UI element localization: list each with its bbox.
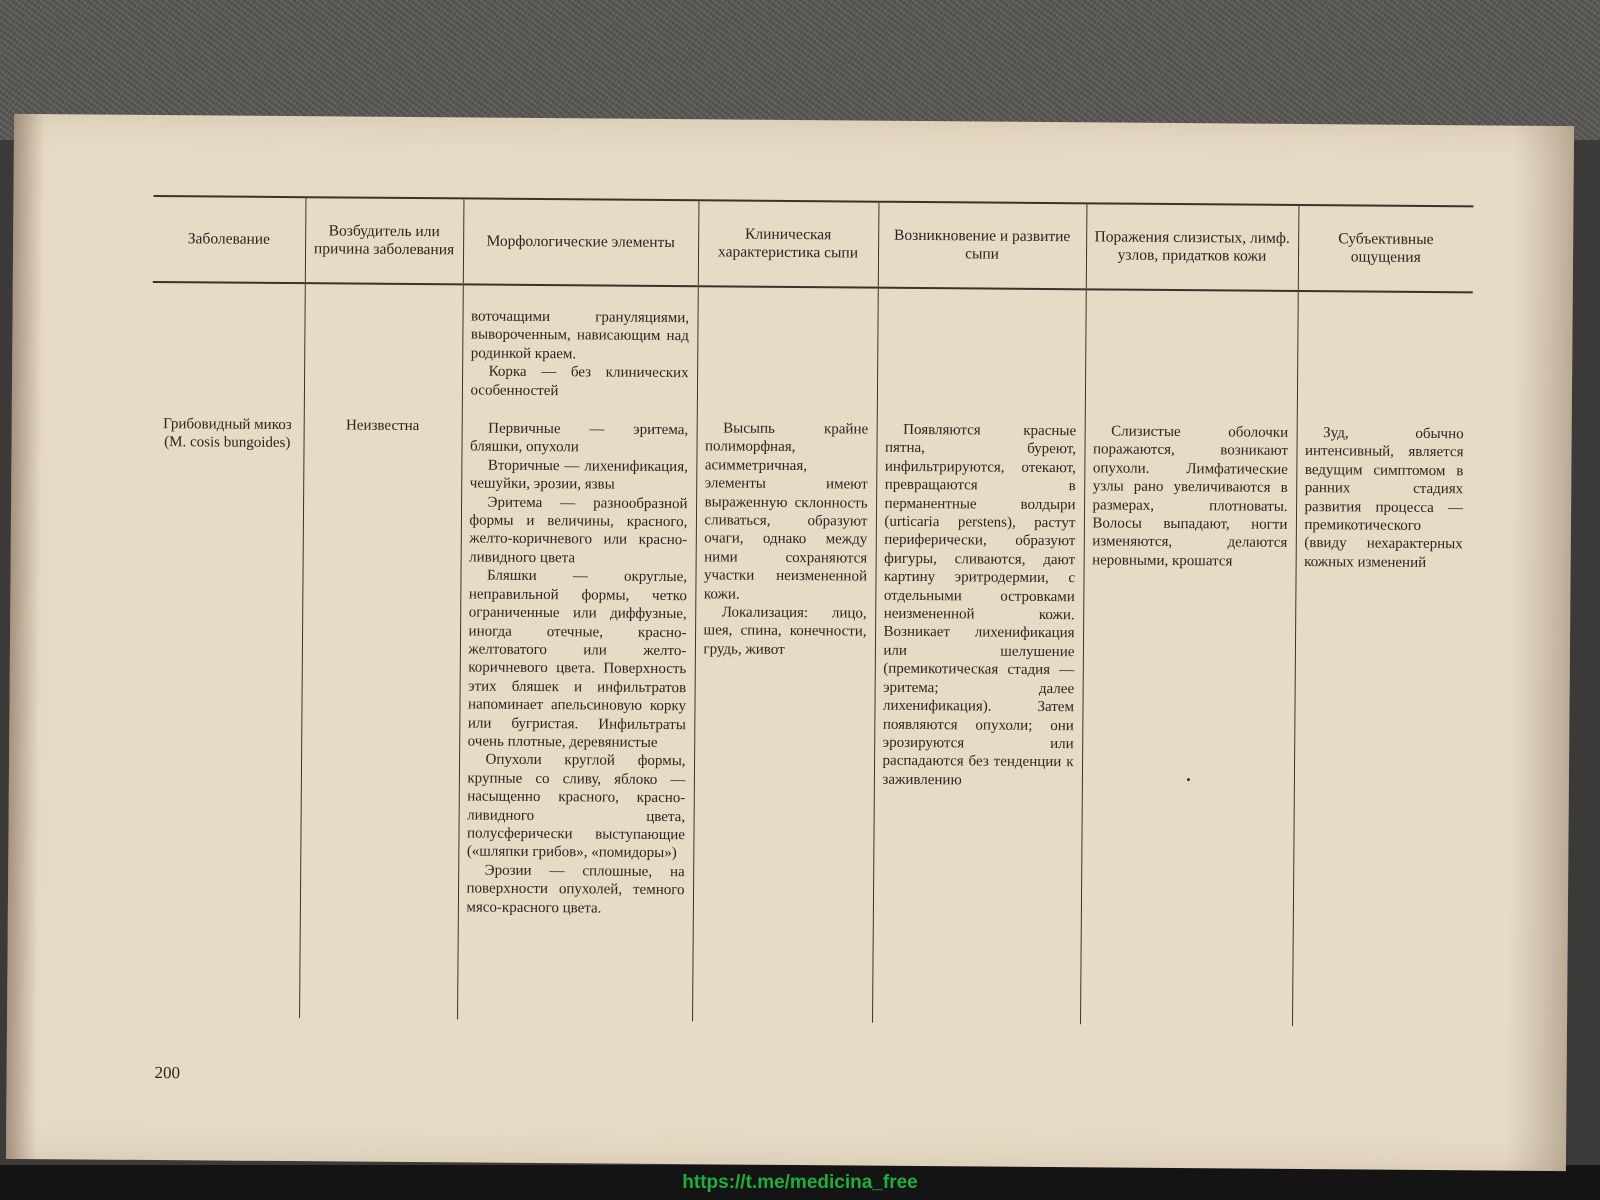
- header-morphology: Морфологические элементы: [463, 198, 699, 286]
- morph-tumors: Опухоли круглой формы, крупные со сливу, яблоко — насыщенно красного, красно-ливидного цвета, полусферически выступающие («шляпки грибов», «помидоры»): [466, 751, 686, 862]
- morph-primary: Первичные — эритема, бляшки, опухоли: [469, 420, 689, 456]
- table-header-row: [153, 196, 1474, 292]
- page-number: 200: [154, 1063, 181, 1083]
- cause-text: Неизвестна: [345, 417, 420, 435]
- cell-mucosa: [1080, 289, 1298, 1026]
- footer-watermark-link[interactable]: https://t.me/medicina_free: [682, 1172, 918, 1193]
- disease-table: [147, 195, 1473, 1027]
- header-cause: Возбудитель или причина заболевания: [305, 197, 464, 284]
- print-speck: [1187, 778, 1190, 781]
- cell-clinical: [692, 286, 878, 1022]
- header-subjective: Субъективные ощущения: [1298, 205, 1474, 292]
- header-development: Возникновение и развитие сыпи: [878, 202, 1087, 290]
- disease-name: Грибовидный микоз (M. cosis bungoides): [163, 416, 292, 452]
- book-page: [6, 114, 1574, 1171]
- header-clinical: Клиническая характеристика сыпи: [698, 200, 879, 287]
- morph-continuation-2: Корка — без клинических особенностей: [470, 363, 689, 399]
- cell-subjective: [1292, 291, 1473, 1027]
- table-row: [147, 282, 1473, 1027]
- cell-disease: [147, 282, 305, 1018]
- header-mucosa: Поражения слизистых, лимф. узлов, придатков кожи: [1086, 203, 1299, 291]
- cell-morphology: [457, 284, 698, 1021]
- page-left-shadow: [6, 114, 44, 1159]
- cell-development: [872, 288, 1086, 1025]
- morph-secondary: Вторичные — лихенификация, чешуйки, эрозии, язвы: [469, 457, 688, 493]
- cell-cause: [299, 283, 463, 1019]
- clinical-localization: Локализация: лицо, шея, спина, конечности, грудь, живот: [703, 604, 867, 658]
- morph-erosions: Эрозии — сплошные, на поверхности опухолей, темного мясо-красного цвета.: [466, 862, 685, 917]
- morph-continuation-1: воточащими грануляциями, вывороченным, нависающим над родинкой краем.: [470, 308, 690, 363]
- page-right-shadow: [1506, 126, 1574, 1171]
- clinical-description: Высыпь крайне полиморфная, асимметричная, элементы имеют выраженную склонность сливаться, образуют очаги, однако между ними сохраняются участки неизмененной кожи.: [703, 420, 869, 603]
- header-disease: Заболевание: [153, 196, 306, 283]
- development-text: Появляются красные пятна, буреют, инфильтрируются, отекают, превращаются в перманентные волдыри (urticaria perstens), растут периферически, образуют фигуры, сливаются, дают картину эритродермии, с отдельными островками неизмененной кожи. Возникает лихенификация или шелушение (премикотическая стадия — эритема; далее лихенификация). Затем появляются опухоли; они эрозируются или распадаются без тенденции к заживлению: [882, 421, 1077, 789]
- morph-erythema: Эритема — разнообразной формы и величины, красного, желто-коричневого или красно-ливидного цвета: [469, 494, 688, 567]
- subjective-text: Зуд, обычно интенсивный, является ведущим симптомом в ранних стадиях развития процесса — премикотического (ввиду нехарактерных кожных изменений: [1304, 425, 1464, 571]
- morph-plaques: Бляшки — округлые, неправильной формы, четко ограниченные или диффузные, иногда отечные, красно-желтоватого или желто-коричневого цвета. Поверхность этих бляшек и инфильтратов напоминает апельсиновую корку или бугристая. Инфильтраты очень плотные, деревянистые: [467, 567, 688, 751]
- mucosa-text: Слизистые оболочки поражаются, возникают опухоли. Лимфатические узлы рано увеличиваются в размерах, плотноваты. Волосы выпадают, ногти изменяются, делаются неровными, крошатся: [1092, 423, 1289, 570]
